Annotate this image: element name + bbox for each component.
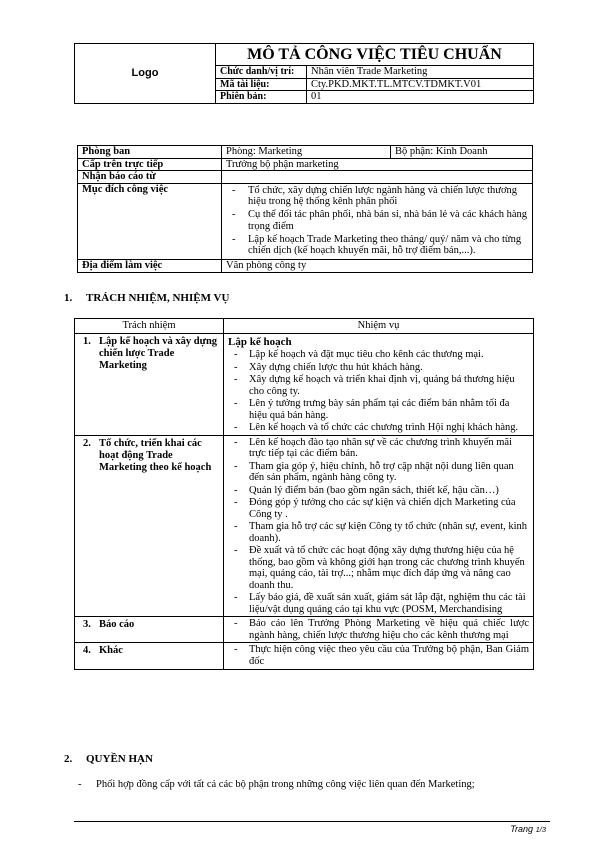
footer-divider — [74, 821, 550, 822]
responsibility-title: Khác — [99, 645, 123, 656]
responsibility-cell — [75, 334, 224, 436]
col-header-tasks: Nhiệm vụ — [224, 319, 534, 334]
report-from-value — [222, 171, 533, 184]
item-number: 1. — [83, 336, 91, 347]
location-label: Địa điểm làm việc — [78, 260, 222, 273]
header-table — [74, 43, 534, 104]
section-number: 2. — [64, 753, 73, 765]
task-list — [228, 349, 529, 434]
table-row — [75, 435, 534, 617]
list-item: - Lập kế hoạch và đặt mục tiêu cho kênh các thương mại. — [228, 349, 529, 361]
department-value: Phòng: Marketing — [222, 146, 391, 159]
list-item: - Quản lý điểm bán (bao gồm ngân sách, thiết kế, hậu cần…) — [228, 485, 529, 497]
list-item: - Lên kế hoạch và tổ chức các chương trình Hội nghị khách hàng. — [228, 422, 529, 434]
list-item: - Báo cáo lên Trưởng Phòng Marketing về hiệu quả chiếc lược ngành hàng, chiến lược thương hiệu cho các kênh thương mại — [228, 618, 529, 641]
list-item: - Tham gia góp ý, hiệu chỉnh, hỗ trợ cập nhật nội dung liên quan đến sản phẩm, ngành hàng công ty. — [228, 461, 529, 484]
superior-value: Trưởng bộ phận marketing — [222, 158, 533, 171]
page-footer — [510, 824, 546, 834]
dash: - — [78, 779, 82, 790]
task-list — [228, 644, 529, 667]
responsibility-cell — [75, 617, 224, 643]
version-value: 01 — [307, 91, 534, 104]
department-label: Phòng ban — [78, 146, 222, 159]
section-2-heading — [64, 753, 153, 765]
section-1-heading — [64, 292, 229, 304]
info-table — [77, 145, 533, 273]
task-list — [228, 618, 529, 641]
responsibility-title: Lập kế hoạch và xây dựng chiến lược Trade Marketing — [99, 336, 218, 371]
tasks-cell — [224, 643, 534, 670]
list-item: - Đề xuất và tổ chức các hoạt động xây dựng thương hiệu của hệ thống, bao gồm và không giới hạn trong các chương trình khuyến mại, quảng cáo, tài trợ...; nhằm mục đích đáp ứng và nâng cao doanh thu. — [228, 545, 529, 591]
responsibility-cell — [75, 435, 224, 617]
list-item: - Lên kế hoạch đào tạo nhân sự về các chương trình khuyến mãi trực tiếp tại các điểm bán. — [228, 437, 529, 460]
doc-code-value: Cty.PKD.MKT.TL.MTCV.TDMKT.V01 — [307, 78, 534, 91]
responsibility-cell — [75, 643, 224, 670]
section-title: TRÁCH NHIỆM, NHIỆM VỤ — [86, 292, 230, 304]
table-row — [75, 643, 534, 670]
task-group-title: Lập kế hoạch — [228, 336, 292, 348]
logo: Logo — [75, 44, 216, 104]
list-item: - Lập kế hoạch Trade Marketing theo tháng/ quý/ năm và cho từng chiến dịch (kế hoạch khuyến mãi, hỗ trợ điểm bán,...). — [226, 234, 528, 258]
page-number: 1/3 — [535, 825, 546, 834]
responsibility-title: Tổ chức, triển khai các hoạt động Trade Marketing theo kế hoạch — [99, 437, 212, 473]
list-item: - Lấy báo giá, đề xuất sản xuất, giám sát lắp đặt, nghiệm thu các tài liệu/vật dụng quảng cáo tại khu vực (POSM, Merchandising — [228, 592, 529, 615]
task-list — [228, 437, 529, 616]
division-value: Bộ phận: Kinh Doanh — [391, 146, 533, 159]
list-item: - Thực hiện công việc theo yêu cầu của Trưởng bộ phận, Ban Giám đốc — [228, 644, 529, 667]
tasks-cell — [224, 435, 534, 617]
list-item: - Cụ thể đối tác phân phối, nhà bán sỉ, nhà bán lẻ và các khách hàng trọng điểm — [226, 209, 528, 233]
page-label: Trang — [510, 824, 534, 834]
rights-text: Phối hợp đồng cấp với tất cả các bộ phận trong những công việc liên quan đến Marketing; — [96, 779, 475, 790]
list-item: - Đóng góp ý tưởng cho các sự kiện và chiến dịch Marketing của Công ty . — [228, 497, 529, 520]
item-number: 4. — [83, 645, 91, 656]
document-title: MÔ TẢ CÔNG VIỆC TIÊU CHUẨN — [216, 44, 534, 66]
item-number: 3. — [83, 619, 91, 630]
position-label: Chức danh/vị trí: — [216, 66, 307, 79]
item-number: 2. — [83, 437, 91, 449]
list-item: - Xây dựng kế hoạch và triển khai định vị, quảng bá thương hiệu cho công ty. — [228, 374, 529, 397]
table-row — [75, 617, 534, 643]
list-item: - Xây dựng chiến lược thu hút khách hàng. — [228, 362, 529, 374]
version-label: Phiên bản: — [216, 91, 307, 104]
purpose-label: Mục đích công việc — [78, 183, 222, 260]
tasks-cell — [224, 617, 534, 643]
table-row — [75, 334, 534, 436]
report-from-label: Nhận báo cáo từ — [78, 171, 222, 184]
list-item: - Tổ chức, xây dựng chiến lược ngành hàng và chiến lược thương hiệu trong hệ thống kênh phân phối — [226, 185, 528, 209]
doc-code-label: Mã tài liệu: — [216, 78, 307, 91]
section-number: 1. — [64, 292, 73, 304]
purpose-cell — [222, 183, 533, 260]
tasks-cell — [224, 334, 534, 436]
list-item: - Tham gia hỗ trợ các sự kiện Công ty tổ chức (nhân sự, event, kinh doanh). — [228, 521, 529, 544]
location-value: Văn phòng công ty — [222, 260, 533, 273]
rights-item — [78, 779, 548, 790]
col-header-responsibility: Trách nhiệm — [75, 319, 224, 334]
responsibility-title: Báo cáo — [99, 619, 135, 630]
position-value: Nhân viên Trade Marketing — [307, 66, 534, 79]
purpose-list — [226, 185, 528, 258]
superior-label: Cấp trên trực tiếp — [78, 158, 222, 171]
responsibilities-table — [74, 318, 534, 670]
section-title: QUYỀN HẠN — [86, 753, 153, 765]
list-item: - Lên ý tưởng trưng bày sản phẩm tại các điểm bán nhằm tối đa hiệu quả bán hàng. — [228, 398, 529, 421]
